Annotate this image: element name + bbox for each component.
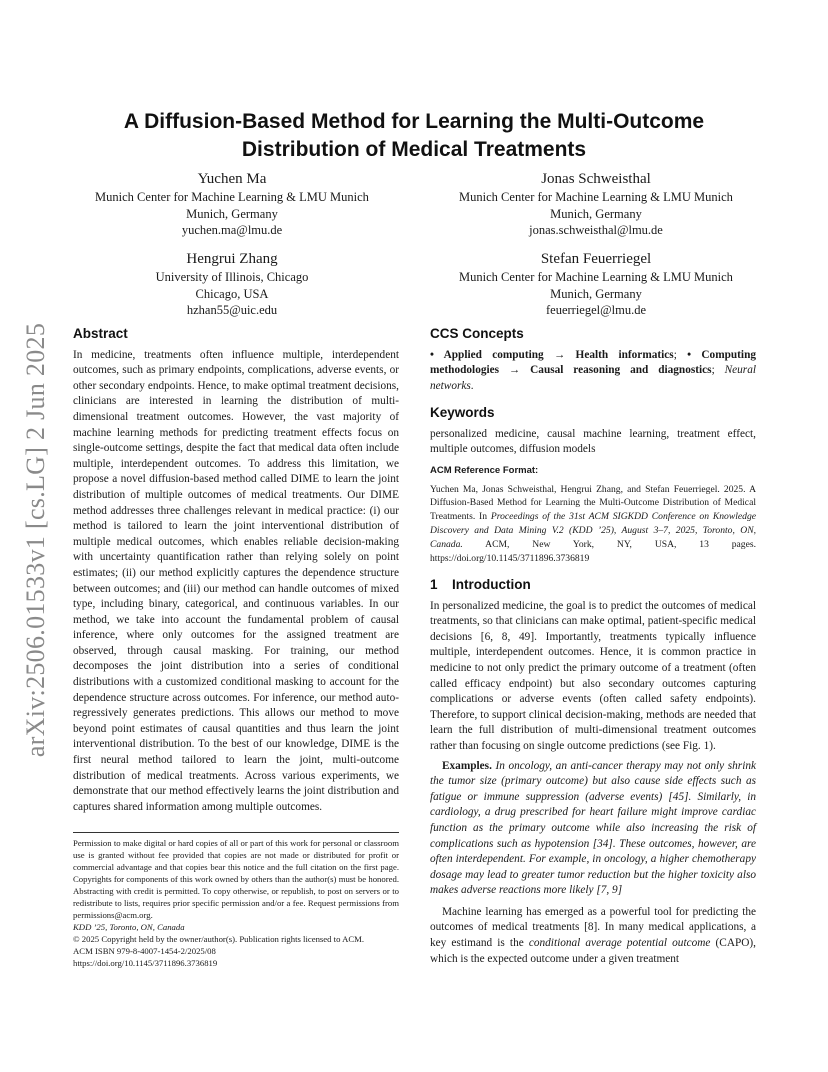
author-affiliation: University of Illinois, Chicago: [155, 270, 309, 284]
abstract-section: [73, 326, 399, 815]
author-affiliation: Munich Center for Machine Learning & LMU Munich: [459, 270, 733, 284]
intro-section-number: 1: [430, 577, 438, 592]
examples-text: In oncology, an anti-cancer therapy may not only shrink the tumor size (primary outcome) but also cause side effects such as fatigue or immune suppression (adverse events) [45]. Similarly, in cardiology, a drug prescribed for heart failure might improve cardiac function as the primary outcome while also increasing the risk of complications such as hypotension [34]. These outcomes, however, are often interdependent. For example, in oncology, a higher chemotherapy dosage may lead to greater tumor reduction but the higher toxicity also makes adverse reactions more likely [7, 9]: [430, 759, 756, 897]
ccs-concepts-section: [430, 326, 756, 394]
isbn-text: ACM ISBN 979-8-4007-1454-2/2025/08: [73, 946, 216, 956]
ccs-concept-2: • Computing methodologies → Causal reasoning and diagnostics: [430, 348, 756, 377]
acm-reference-section: [430, 463, 756, 565]
author-name: Yuchen Ma: [197, 171, 267, 187]
intro-paragraph-3: [430, 905, 756, 967]
author-location: Munich, Germany: [550, 206, 642, 221]
permission-text: Permission to make digital or hard copies of all or part of this work for personal or classroom use is granted without fee provided that copies are not made or distributed for profit or commercial advantage and that copies bear this notice and the full citation on the first page. Copyrights for components of this work owned by others than the author(s) must be honored. Abstracting with credit is permitted. To copy otherwise, or republish, to post on servers or to redistribute to lists, requires prior specific permission and/or a fee. Request permissions from permissions@acm.org.: [73, 838, 399, 920]
ccs-separator: ;: [673, 348, 688, 361]
abstract-heading: Abstract: [73, 326, 128, 341]
title-line-1: A Diffusion-Based Method for Learning the Multi-Outcome: [123, 110, 705, 133]
author-email[interactable]: yuchen.ma@lmu.de: [181, 223, 283, 237]
author-block-2: [430, 169, 762, 239]
intro-examples-paragraph: [430, 759, 756, 899]
ccs-separator-2: ;: [711, 364, 725, 377]
author-block-3: [66, 249, 398, 319]
acm-ref-heading: ACM Reference Format:: [430, 465, 539, 476]
author-location: Munich, Germany: [186, 206, 278, 221]
intro-heading: [430, 577, 756, 593]
author-email[interactable]: feuerriegel@lmu.de: [545, 303, 646, 317]
acm-ref-proceedings: Proceedings of the 31st ACM SIGKDD Conference on Knowledge Discovery and Data Mining V.2 (KDD ’25), August 3–7, 2025, Toronto, ON, Canada.: [430, 511, 756, 550]
keywords-section: [430, 405, 756, 458]
author-name: Hengrui Zhang: [186, 251, 278, 267]
acm-ref-part-2: ACM, New York, NY, USA, 13 pages. https://doi.org/10.1145/3711896.3736819: [430, 538, 756, 564]
acm-ref-part-1: Yuchen Ma, Jonas Schweisthal, Hengrui Zhang, and Stefan Feuerriegel. 2025. A Diffusion-Based Method for Learning the Multi-Outcome Distribution of Medical Treatments. In: [430, 483, 756, 523]
author-affiliation: Munich Center for Machine Learning & LMU Munich: [459, 190, 733, 204]
author-email[interactable]: hzhan55@uic.edu: [186, 303, 278, 317]
arxiv-identifier-stamp: [18, 310, 54, 770]
author-email[interactable]: jonas.schweisthal@lmu.de: [529, 223, 663, 237]
author-name: Stefan Feuerriegel: [540, 251, 652, 267]
ccs-heading: CCS Concepts: [430, 326, 524, 341]
author-name: Jonas Schweisthal: [541, 171, 651, 187]
doi-link[interactable]: https://doi.org/10.1145/3711896.3736819: [73, 958, 218, 968]
permission-footnote: [73, 832, 399, 969]
intro-paragraph-1: In personalized medicine, the goal is to predict the outcomes of medical treatments, so that clinicians can make optimal, patient-specific medical decisions [6, 8, 49]. Importantly, treatments typically influence multiple, interdependent outcomes. Hence, it is common practice in medicine to not only predict the primary outcome of a treatment (often called efficacy endpoint) but also secondary outcomes capturing complications or adverse events (often called safety endpoints). Therefore, to support clinical decision-making, methods are needed that learn the full distribution of multi-dimensional treatment outcomes rather than focusing on single outcome predictions (see Fig. 1).: [430, 599, 756, 752]
ccs-concept-3: Neural networks: [430, 364, 756, 392]
conference-venue: KDD ’25, Toronto, ON, Canada: [73, 922, 185, 932]
introduction-section: [430, 577, 756, 967]
paper-title: [60, 108, 768, 164]
intro-p3-part-b: (CAPO), which is the expected outcome under a given treatment: [430, 937, 757, 965]
author-affiliation: Munich Center for Machine Learning & LMU Munich: [95, 190, 369, 204]
author-location: Chicago, USA: [195, 286, 269, 301]
acm-ref-text: [430, 483, 756, 566]
ccs-end: .: [470, 379, 474, 392]
keywords-text: personalized medicine, causal machine learning, treatment effect, multiple outcomes, diffusion models: [430, 427, 756, 456]
intro-p3-capo: conditional average potential outcome: [528, 937, 711, 950]
author-location: Munich, Germany: [550, 286, 642, 301]
arxiv-id-text: arXiv:2506.01533v1 [cs.LG] 2 Jun 2025: [21, 322, 50, 758]
intro-p3-part-a: Machine learning has emerged as a powerful tool for predicting the outcomes of medical treatments [8]. In many medical applications, a key estimand is the: [430, 905, 756, 950]
ccs-text: [430, 348, 756, 395]
intro-heading-text: Introduction: [452, 577, 531, 592]
author-block-4: [430, 249, 762, 319]
author-block-1: [66, 169, 398, 239]
copyright-text: © 2025 Copyright held by the owner/author(s). Publication rights licensed to ACM.: [73, 934, 365, 944]
keywords-heading: Keywords: [430, 405, 495, 420]
examples-label: Examples.: [442, 759, 492, 772]
title-line-2: Distribution of Medical Treatments: [241, 138, 587, 161]
abstract-text: In medicine, treatments often influence multiple, interdependent outcomes, such as primary endpoints, complications, adverse events, or other secondary endpoints. Hence, to make optimal treatment decisions, clinicians are interested in learning the distribution of multi-dimensional treatment outcomes. However, the vast majority of machine learning methods for predicting treatment effects focus on single-outcome settings, despite the fact that medical data often include multiple, interdependent outcomes. To address this limitation, we propose a novel diffusion-based method called DIME to learn the joint distribution of multiple outcomes of medical treatments. Our DIME method addresses three challenges relevant in medical practice: (i) our method is tailored to learn the joint interventional distribution of multiple medical outcomes, which enables reliable decision-making with uncertainty quantification rather than relying solely on point estimates; (ii) our method explicitly captures the dependence structure between outcomes; and (iii) our method can handle outcomes of mixed type, including binary, categorical, and continuous variables. In our method, we take into account the fundamental problem of causal inference, where only outcomes for the assigned treatment are observed, through causal masking. For training, our method decomposes the joint distribution into a series of conditional distributions with a customized conditional masking to account for the dependence structure across outcomes. For inference, our method auto-regressively generates predictions. This allows our method to move beyond point estimates of causal quantities and thus learn the joint interventional distribution. To the best of our knowledge, DIME is the first neural method tailored to learn the joint, multi-outcome distribution of medical treatments. Across various experiments, we demonstrate that our method effectively learns the joint distribution and captures shared information among multiple outcomes.: [73, 348, 399, 813]
ccs-concept-1: • Applied computing → Health informatics: [430, 348, 674, 361]
